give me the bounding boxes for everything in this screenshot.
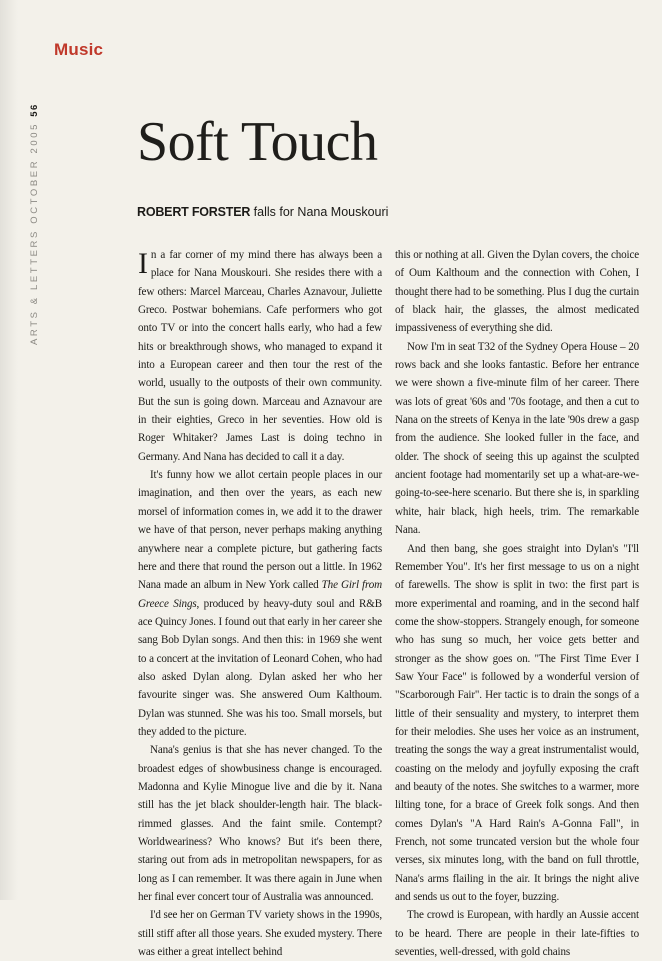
standfirst: falls for Nana Mouskouri (253, 205, 389, 219)
paragraph-5: Now I'm in seat T32 of the Sydney Opera House – 20 rows back and she looks fantastic. Before her entrance we were shown a five-minute film of her career. There was lots of great '60s and '70s footage, and then a cut to Nana on the streets of Kenya in the late '90s drew a gasp from the audience. She looked fuller in the face, and older. The shock of seeing this up against the sculpted ancient footage had momentarily set up a what-are-we-going-to-see-here scenario. But there she is, in sparkling white, hair black, high heels, trim. The remarkable Nana. (395, 340, 639, 537)
paragraph-1 (138, 246, 382, 466)
article-column-left (138, 246, 382, 961)
paragraph-4-start: I'd see her on German TV variety shows in the 1990s, still stiff after all those years. She exuded mystery. There was either a great intellect behind (138, 909, 382, 959)
article-title: Soft Touch (137, 111, 378, 173)
paragraph-2-text-a: It's funny how we allot certain people places in our imagination, and then over the years, as each new morsel of information comes in, we add it to the drawer we have of that person, never perhaps making anything anywhere near a complete picture, but gathering facts here and there that round the person out a little. In 1962 Nana made an album in New York called (138, 469, 382, 592)
byline (137, 205, 388, 219)
running-folio (29, 103, 40, 345)
folio-magazine: ARTS & LETTERS (29, 229, 40, 345)
paragraph-3: Nana's genius is that she has never changed. To the broadest edges of showbusiness change is encouraged. Madonna and Kylie Minogue live and die by it. Nana still has the jet black shoulder-length hair. The black-rimmed glasses. And the faint smile. Contempt? Worldweariness? Who knows? But it's been there, staring out from ads in metropolitan newspapers, for as long as I can remember. It was there again in June when her final ever concert tour of Australia was announced. (138, 744, 382, 904)
drop-cap: I (138, 247, 148, 280)
page-number: 56 (29, 103, 40, 117)
article-column-right (395, 246, 639, 961)
paragraph-7: The crowd is European, with hardly an Aussie accent to be heard. There are people in their late-fifties to seventies, well-dressed, with gold chains (395, 909, 639, 959)
author-name: ROBERT FORSTER (137, 205, 251, 219)
paragraph-2 (138, 466, 382, 741)
album-title: The Girl from Greece Sings (138, 579, 382, 610)
paragraph-2-text-b: , produced by heavy-duty soul and R&B ace Quincy Jones. I found out that early in her career she sang Bob Dylan songs. And then this: in 1969 she went to a concert at the invitation of Leonard Cohen, who had also asked Dylan along. Dylan asked her who her favourite singer was. She answered Oum Kalthoum. Dylan was stunned. She was his too. Small morsels, but they added to the picture. (138, 597, 382, 738)
paragraph-4-continued: this or nothing at all. Given the Dylan covers, the choice of Oum Kalthoum and the connection with Cohen, I thought there had to be something. Plus I dug the curtain of black hair, the glasses, the almost medicated impassiveness of everything she did. (395, 249, 639, 335)
paragraph-6: And then bang, she goes straight into Dylan's "I'll Remember You". It's her first message to us on a night of farewells. The show is split in two: the first part is more experimental and roaming, and in the second half come the show-stoppers. Strangely enough, for someone who has sung so much, her voice gets better and stronger as the show goes on. "The First Time Ever I Saw Your Face" is followed by a wonderful version of "Scarborough Fair". Her tactic is to drain the songs of a little of their sensuality and mystery, to interpret them for their melodies. She uses her voice as an instrument, treating the songs the way a great instrumentalist would, coasting on the melody and joyfully exposing the craft and beauty of the notes. She switches to a warmer, more lilting tone, for a brace of Greek folk songs. And then comes Dylan's "A Hard Rain's A-Gonna Fall", in French, not some truncated version but the whole four verses, six minutes long, with the band on full throttle, Nana's arms flailing in the air. It brings the night alive and sends us out to the foyer, buzzing. (395, 542, 639, 904)
paragraph-1-text: n a far corner of my mind there has always been a place for Nana Mouskouri. She resides there with a few others: Marcel Marceau, Charles Aznavour, Juliette Greco. Postwar bohemians. Cafe performers who got onto TV or into the concert halls early, who had a few hits or breakthrough shows, who managed to expand it into a European career and then tour the rest of the world, usually to the outposts of their own community. But the sun is going down. Marceau and Aznavour are in their eighties, Greco in her seventies. How old is Roger Whitaker? James Last is doing techno in Germany. And Nana has decided to call it a day. (138, 249, 382, 463)
folio-date: OCTOBER 2005 (29, 122, 40, 224)
section-label: Music (54, 40, 104, 59)
page-edge-shadow (0, 0, 18, 900)
